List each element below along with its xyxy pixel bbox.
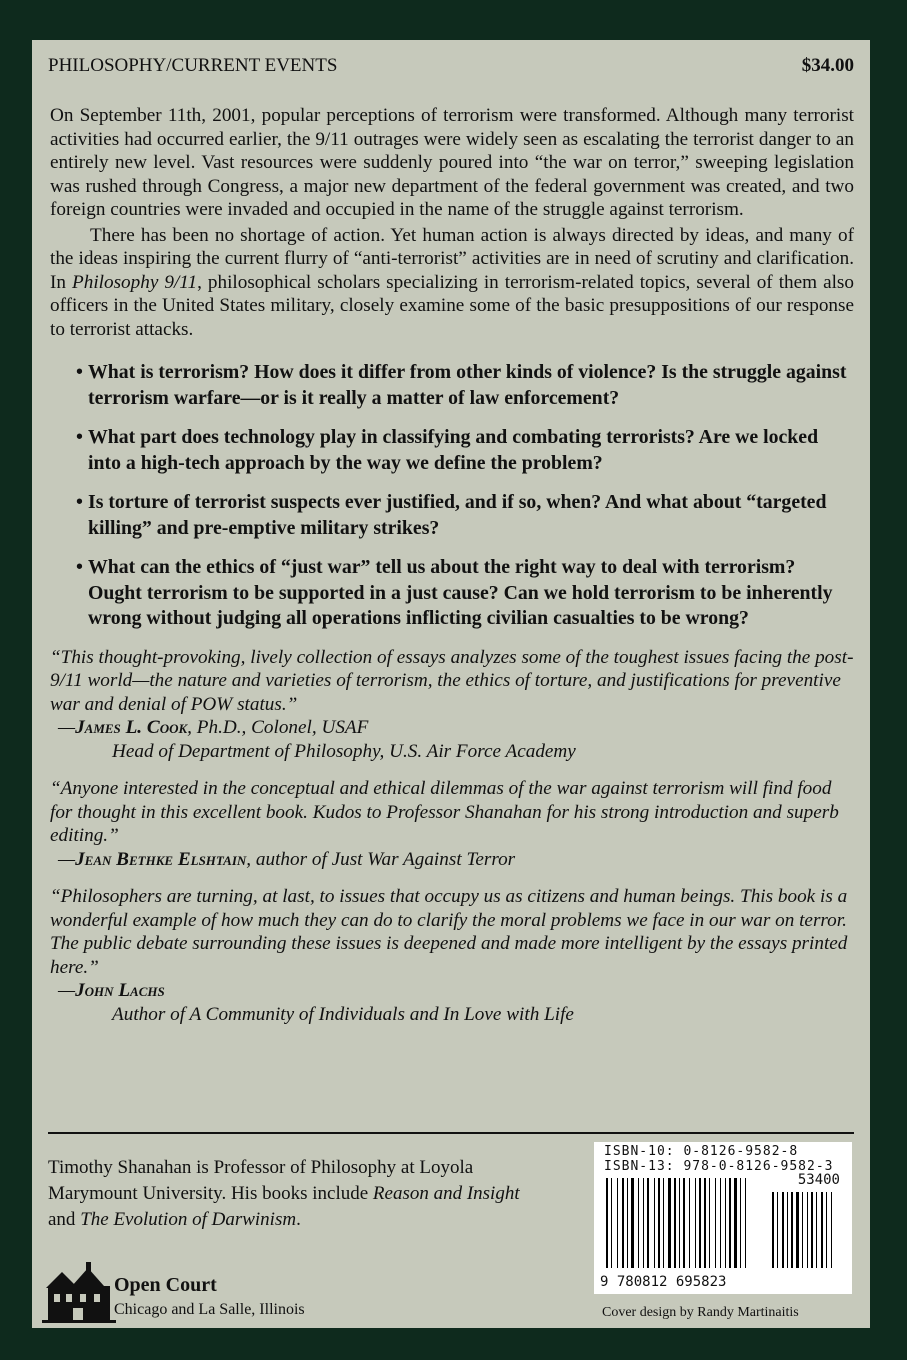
- barcode-bar: [715, 1178, 716, 1268]
- quote-text: “This thought-provoking, lively collection of essays analyzes some of the toughest issues facing the post-9/11 world—the nature and varieties of terrorism, the ethics of torture, and justifications for preventive war and denial of POW status.”: [50, 646, 854, 715]
- main-text: [50, 104, 854, 1026]
- barcode-bar: [791, 1192, 793, 1268]
- question-item: [50, 425, 854, 476]
- quote-attribution: [50, 716, 854, 740]
- reviewer-title: , Ph.D., Colonel, USAF: [187, 717, 369, 738]
- bullet-icon: •: [76, 361, 83, 383]
- publisher-city: Chicago and La Salle, Illinois: [114, 1301, 305, 1318]
- barcode-bar: [729, 1178, 731, 1268]
- barcode: [594, 1142, 852, 1294]
- quote-attribution: [50, 848, 854, 872]
- barcode-bar: [627, 1178, 628, 1268]
- bullet-icon: •: [76, 556, 83, 578]
- barcode-bar: [816, 1192, 817, 1268]
- barcode-bar: [638, 1178, 639, 1268]
- barcode-bar: [782, 1192, 784, 1268]
- barcode-bar: [745, 1178, 746, 1268]
- barcode-bar: [674, 1178, 676, 1268]
- author-bio: [48, 1155, 548, 1233]
- reviewer-book: A Community of Individuals: [189, 1003, 405, 1025]
- intro-paragraph-2: [50, 224, 854, 342]
- reviewer-affiliation: Head of Department of Philosophy, U.S. Air Force Academy: [112, 740, 576, 762]
- question-text: What part does technology play in classifying and combating terrorists? Are we locked into a high-tech approach by the way we define the problem?: [88, 426, 819, 474]
- bio-text: and: [48, 1209, 81, 1230]
- back-cover: [32, 40, 870, 1328]
- review-quote: [50, 885, 854, 1026]
- quote-text: “Anyone interested in the conceptual and ethical dilemmas of the war against terrorism will find food for thought in this excellent book. Kudos to Professor Shanahan for his strong introduction and superb editing.”: [50, 778, 839, 846]
- barcode-bar: [647, 1178, 649, 1268]
- quote-attribution: [50, 979, 854, 1003]
- bio-text: Timothy Shanahan is Professor of Philosophy at Loyola Marymount University. His books include: [48, 1157, 474, 1204]
- barcode-bar: [654, 1178, 655, 1268]
- barcode-bar: [683, 1178, 685, 1268]
- reviewer-name: James L. Cook: [75, 717, 188, 738]
- barcode-bar: [622, 1178, 624, 1268]
- ean-digits: 9 780812 695823: [600, 1274, 727, 1290]
- barcode-bar: [668, 1178, 671, 1268]
- reviewer-name: Jean Bethke Elshtain: [75, 848, 247, 870]
- barcode-bar: [709, 1178, 710, 1268]
- barcode-bar: [689, 1178, 690, 1268]
- review-quote: [50, 777, 854, 871]
- reviewer-name: John Lachs: [75, 980, 165, 1001]
- addon-digits: 53400: [797, 1172, 840, 1188]
- question-item: [50, 555, 854, 632]
- barcode-bar: [699, 1178, 701, 1268]
- author-book: Reason and Insight: [372, 1183, 520, 1204]
- bullet-icon: •: [76, 426, 83, 448]
- intro-text: There has been no shortage of action. Yet human action is always directed by ideas, and many of the ideas inspiring the current flurry of “anti-terrorist” activities are in need of scrutiny and clarification. In: [50, 224, 854, 293]
- isbn-13: ISBN-13: 978-0-8126-9582-3: [604, 1159, 834, 1174]
- cover-credit: Cover design by Randy Martinaitis: [602, 1305, 799, 1320]
- barcode-bar: [631, 1178, 634, 1268]
- question-text: What can the ethics of “just war” tell us about the right way to deal with terrorism? Ought terrorism to be supported in a just cause? Can we hold terrorism to be inherently wrong without judging all operations inflicting civilian casualties to be wrong?: [88, 556, 833, 629]
- barcode-bar: [704, 1178, 706, 1268]
- barcode-bar: [606, 1178, 608, 1268]
- barcode-bar: [740, 1178, 741, 1268]
- reviewer-book: Just War Against Terror: [331, 848, 516, 870]
- dash: —: [58, 980, 76, 1001]
- barcode-bar: [725, 1178, 726, 1268]
- publisher-logo-icon: [42, 1262, 116, 1326]
- barcode-bar: [734, 1178, 737, 1268]
- question-item: [50, 360, 854, 411]
- barcode-bar: [643, 1178, 644, 1268]
- publisher-name: Open Court: [114, 1274, 217, 1296]
- reviewer-title: , author of: [246, 848, 332, 870]
- dash: —: [58, 717, 76, 738]
- bullet-icon: •: [76, 491, 83, 513]
- affiliation-text: and: [404, 1003, 444, 1025]
- question-item: [50, 490, 854, 541]
- price-label: $34.00: [801, 55, 854, 76]
- barcode-bar: [720, 1178, 721, 1268]
- review-quote: [50, 646, 854, 764]
- barcode-bar: [772, 1192, 774, 1268]
- barcode-bar: [787, 1192, 788, 1268]
- barcode-bar: [617, 1178, 618, 1268]
- barcode-bar: [796, 1192, 799, 1268]
- barcode-bar: [802, 1192, 803, 1268]
- barcode-bar: [821, 1192, 823, 1268]
- quote-text: “Philosophers are turning, at last, to issues that occupy us as citizens and human beings. This book is a wonderful example of how much they can do to clarify the moral problems we face in our war on terror. The public debate surrounding these issues is deepened and made more intelligent by the essays printed here.”: [50, 886, 848, 978]
- reviewer-book: In Love with Life: [443, 1003, 574, 1025]
- divider: [48, 1132, 854, 1134]
- author-book: The Evolution of Darwinism: [80, 1209, 297, 1230]
- barcode-bar: [807, 1192, 808, 1268]
- barcode-bar: [811, 1192, 813, 1268]
- dash: —: [58, 848, 76, 870]
- barcode-bar: [826, 1192, 827, 1268]
- question-list: [50, 360, 854, 632]
- question-text: What is terrorism? How does it differ from other kinds of violence? Is the struggle against terrorism warfare—or is it really a matter of law enforcement?: [88, 361, 847, 409]
- question-text: Is torture of terrorist suspects ever justified, and if so, when? And what about “targeted killing” and pre-emptive military strikes?: [88, 491, 827, 539]
- barcode-bar: [663, 1178, 664, 1268]
- book-title: Philosophy 9/11: [72, 271, 198, 293]
- barcode-bar: [695, 1178, 696, 1268]
- isbn-10: ISBN-10: 0-8126-9582-8: [604, 1144, 799, 1159]
- reviewer-affiliation: [50, 1003, 854, 1027]
- barcode-bar: [831, 1192, 832, 1268]
- barcode-bar: [777, 1192, 778, 1268]
- intro-text: , philosophical scholars specializing in terrorism-related topics, several of them also officers in the United States military, closely examine some of the basic presuppositions of our response to terrorist attacks.: [50, 271, 854, 340]
- category-label: PHILOSOPHY/CURRENT EVENTS: [48, 55, 338, 76]
- affiliation-text: Author of: [112, 1003, 190, 1025]
- barcode-bar: [611, 1178, 612, 1268]
- barcode-bar: [679, 1178, 680, 1268]
- barcode-bar: [658, 1178, 660, 1268]
- intro-paragraph-1: On September 11th, 2001, popular perceptions of terrorism were transformed. Although many terrorist activities had occurred earlier, the 9/11 outrages were widely seen as escalating the terrorist danger to an entirely new level. Vast resources were suddenly poured into “the war on terror,” sweeping legislation was rushed through Congress, a major new department of the federal government was created, and two foreign countries were invaded and occupied in the name of the struggle against terrorism.: [50, 105, 854, 220]
- bio-text: .: [296, 1209, 301, 1230]
